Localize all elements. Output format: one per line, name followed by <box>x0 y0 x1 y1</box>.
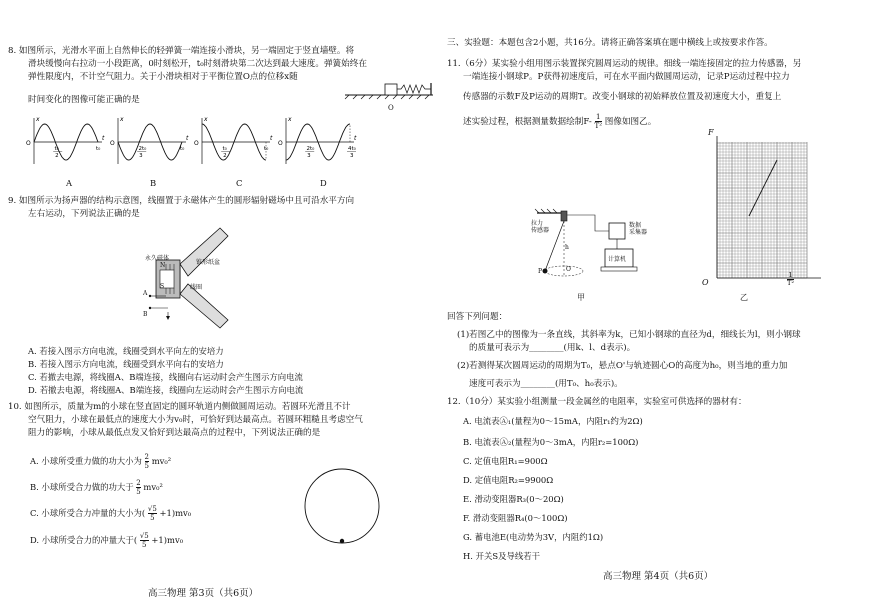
q10-line-2: 空气阻力，小球在最低点的速度大小为v₀时，可恰好到达最高点。若圆环粗糙且考虑空气 <box>28 415 363 425</box>
q12-item-f: F. 滑动变阻器R₄(0～100Ω) <box>463 513 568 523</box>
collector-label: 数据 采集器 <box>629 222 648 236</box>
h-label: h <box>565 244 569 251</box>
q9-line-2: 左右运动，下列说法正确的是 <box>28 209 140 219</box>
q11-sub2-line-2[interactable]: 速度可表示为________(用T₀、h₀表示)。 <box>469 379 623 389</box>
q11-sub2-line-1: (2)若测得某次圆周运动的周期为T₀，悬点O'与轨迹圆心O的高度为h₀，则当地的重力加 <box>457 361 788 371</box>
q10-d-den: 5 <box>142 541 147 549</box>
q11-line-2: 一端连接小钢球P。P获得初速度后，可在水平面内做圆周运动，记录P运动过程中拉力 <box>463 72 790 82</box>
q10-c-den: 5 <box>150 514 155 522</box>
q11-sub1-line-1: (1)若图乙中的图像为一条直线，其斜率为k，已知小钢球的直径为d，细线长为l，则小钢球 <box>457 330 801 340</box>
q10-c-num: √5 <box>147 505 157 513</box>
f-vs-inv-t2-graph <box>703 134 823 284</box>
q10-option-c[interactable] <box>30 505 191 522</box>
q10-d-post: +1)mv₀ <box>151 535 184 545</box>
answer-intro: 回答下列问题： <box>447 312 508 322</box>
q10-d-pre: D. 小球所受合力的冲量大于( <box>30 535 138 545</box>
q12-item-d: D. 定值电阻R₂=9900Ω <box>463 475 554 485</box>
q8-graph-origin: O <box>110 140 115 147</box>
q8-graph-t-label: t <box>102 135 105 142</box>
fig-a-caption: 甲 <box>577 293 585 302</box>
q10-a-post: mv₀² <box>151 456 172 466</box>
q12-intro: 12.（10分）某实验小组测量一段金属丝的电阻率，实验室可供选择的器材有： <box>447 397 747 407</box>
graph-grid <box>717 142 807 278</box>
q10-option-a[interactable] <box>30 453 171 470</box>
q9-option-a[interactable]: A. 若接入图示方向电流，线圈受到水平向左的安培力 <box>28 346 224 356</box>
q8-graph-tick-1: t₀ <box>54 146 59 152</box>
q8-graph-tick-1-den: 2 <box>55 153 59 159</box>
q12-item-b: B. 电流表Ⓐ₂(量程为0～3mA，内阻r₂=100Ω) <box>463 437 639 447</box>
q8-option-b[interactable]: B <box>150 178 157 188</box>
q8-graph-tick-2: t₀ <box>96 146 101 152</box>
q8-graph-tick-1: t₀ <box>222 146 227 152</box>
q12-item-g: G. 蓄电池E(电动势为3V，内阻约1Ω) <box>463 532 604 542</box>
graph-xlabel-den: T² <box>787 279 794 287</box>
q8-graph-tick-2-den: 3 <box>350 153 354 159</box>
q11-line-4-post: 图像如图乙。 <box>604 117 657 127</box>
q11-line-1: 11.（6分）某实验小组用图示装置探究圆周运动的规律。细线一端连接固定的拉力传感器，另 <box>447 59 802 69</box>
speaker-a-label: A <box>143 290 148 297</box>
fig-b-caption: 乙 <box>740 293 748 302</box>
q8-graph-x-label: x <box>204 116 208 123</box>
q10-option-d[interactable] <box>30 532 183 549</box>
q10-a-den: 5 <box>144 462 150 470</box>
q8-graph-tick-1-den: 3 <box>139 153 143 159</box>
q8-graph-d <box>278 116 357 164</box>
q10-b-pre: B. 小球所受合力做的功大于 <box>30 482 134 492</box>
q8-graph-c <box>194 116 273 164</box>
speaker-magnet-label: 永久磁体 <box>145 255 170 262</box>
p-label: P <box>538 268 543 275</box>
q11-sub1-line-2[interactable]: 的质量可表示为________(用k、l、d表示)。 <box>469 343 636 353</box>
q10-b-num: 2 <box>136 479 141 487</box>
q11-line-4 <box>463 113 656 130</box>
q10-b-den: 5 <box>136 488 141 496</box>
q10-a-num: 2 <box>144 453 150 461</box>
speaker-s-label: S <box>160 283 165 290</box>
o-label: O <box>566 266 571 273</box>
q8-graph-x-label: x <box>120 116 124 123</box>
q8-line-2: 滑块缓慢向右拉动一小段距离，0时刻松开，t₀时刻滑块第二次达到最大速度。弹簧始终在 <box>28 59 367 69</box>
q8-graphs <box>20 112 440 172</box>
q11-line-4-pre: 述实验过程，根据测量数据绘制F- <box>463 117 592 127</box>
right-footer: 高三物理 第4页（共6页） <box>603 571 714 582</box>
q8-graph-origin: O <box>194 140 199 147</box>
q8-graph-x-label: x <box>288 116 292 123</box>
q8-graph-tick-2: t₀ <box>180 146 185 152</box>
q12-item-a: A. 电流表Ⓐ₁(量程为0～15mA，内阻r₁约为2Ω) <box>463 416 643 426</box>
q8-graph-tick-2: 4t₀ <box>348 146 356 152</box>
q8-graph-t-label: t <box>186 135 189 142</box>
graph-ylabel: F <box>708 128 714 137</box>
q9-option-b[interactable]: B. 若接入图示方向电流，线圈受到水平向右的安培力 <box>28 359 224 369</box>
q10-d-num: √5 <box>139 532 149 540</box>
speaker-coil-label: 线圈 <box>190 284 203 291</box>
graph-origin: O <box>702 278 709 287</box>
q8-line-1: 8. 如图所示，光滑水平面上自然伸长的轻弹簧一端连接小滑块，另一端固定于竖直墙壁。将 <box>8 46 355 56</box>
q8-graph-tick-1-den: 2 <box>223 153 227 159</box>
q11-line-3: 传感器的示数F及P运动的周期T。改变小钢球的初始释放位置及初速度大小，重复上 <box>463 92 782 102</box>
right-page <box>435 0 870 615</box>
q10-a-pre: A. 小球所受重力做的功大小为 <box>30 456 142 466</box>
sensor-label: 拉力 传感器 <box>531 220 550 234</box>
speaker-b-label: B <box>143 311 148 318</box>
graph-xlabel <box>787 272 794 287</box>
q8-graph-tick-1-den: 3 <box>307 153 311 159</box>
q10-b-post: mv₀² <box>143 482 163 492</box>
q9-line-1: 9. 如图所示为扬声器的结构示意图，线圈置于永磁体产生的圆形辐射磁场中且可沿水平方向 <box>8 196 355 206</box>
q8-graph-t-label: t <box>270 135 273 142</box>
q8-graph-origin: O <box>26 140 31 147</box>
left-footer: 高三物理 第3页（共6页） <box>148 588 259 599</box>
q12-item-h: H. 开关S及导线若干 <box>463 551 540 561</box>
q11-frac-den: T² <box>594 122 603 130</box>
computer-label: 计算机 <box>608 256 627 263</box>
q12-item-e: E. 滑动变阻器R₃(0～20Ω) <box>463 494 564 504</box>
graph-xlabel-num: 1 <box>788 271 793 279</box>
ring-figure <box>302 466 382 546</box>
q12-item-c: C. 定值电阻R₁=900Ω <box>463 456 548 466</box>
q8-graph-tick-1: 2t₀ <box>138 146 147 152</box>
q8-option-a[interactable]: A <box>66 178 73 188</box>
q8-graph-b <box>110 116 189 164</box>
q9-option-c[interactable]: C. 若撤去电源，将线圈A、B端连接，线圈向右运动时会产生图示方向电流 <box>28 372 303 382</box>
q8-graph-a <box>26 116 105 164</box>
q10-line-1: 10. 如图所示，质量为m的小球在竖直固定的圆环轨道内侧做圆周运动。若圆环光滑且不计 <box>8 402 351 412</box>
q11-frac-num: 1 <box>596 113 601 121</box>
q8-option-d[interactable]: D <box>320 178 327 188</box>
q10-c-post: +1)mv₀ <box>159 508 192 518</box>
q8-spring-figure <box>345 83 435 103</box>
q8-graph-x-label: x <box>36 116 40 123</box>
q8-graph-t-label: t <box>354 135 357 142</box>
q8-graph-tick-2: t₀ <box>264 146 269 152</box>
q10-line-3: 阻力的影响，小球从最低点发又恰好到达最高点的过程中，下列说法正确的是 <box>28 428 321 438</box>
q8-o-label: O <box>388 104 394 112</box>
section-header: 三、实验题：本题包含2小题，共16分。请将正确答案填在题中横线上或按要求作答。 <box>447 38 773 48</box>
q8-graph-origin: O <box>278 140 283 147</box>
q8-line-3: 弹性限度内，不计空气阻力。关于小滑块相对于平衡位置O点的位移x随 <box>28 72 298 82</box>
speaker-cone-label: 锥形纸盆 <box>196 259 221 266</box>
q9-option-d[interactable]: D. 若撤去电源，将线圈A、B端连接，线圈向左运动时会产生图示方向电流 <box>28 385 304 395</box>
q10-option-b[interactable] <box>30 479 163 496</box>
apparatus-figure <box>535 205 675 285</box>
speaker-n-label: N <box>160 262 166 269</box>
q10-c-pre: C. 小球所受合力冲量的大小为( <box>30 508 146 518</box>
q8-option-c[interactable]: C <box>236 178 243 188</box>
speaker-figure <box>140 224 250 334</box>
q8-graph-tick-1: 2t₀ <box>306 146 315 152</box>
q8-line-4: 时间变化的图像可能正确的是 <box>28 95 140 105</box>
